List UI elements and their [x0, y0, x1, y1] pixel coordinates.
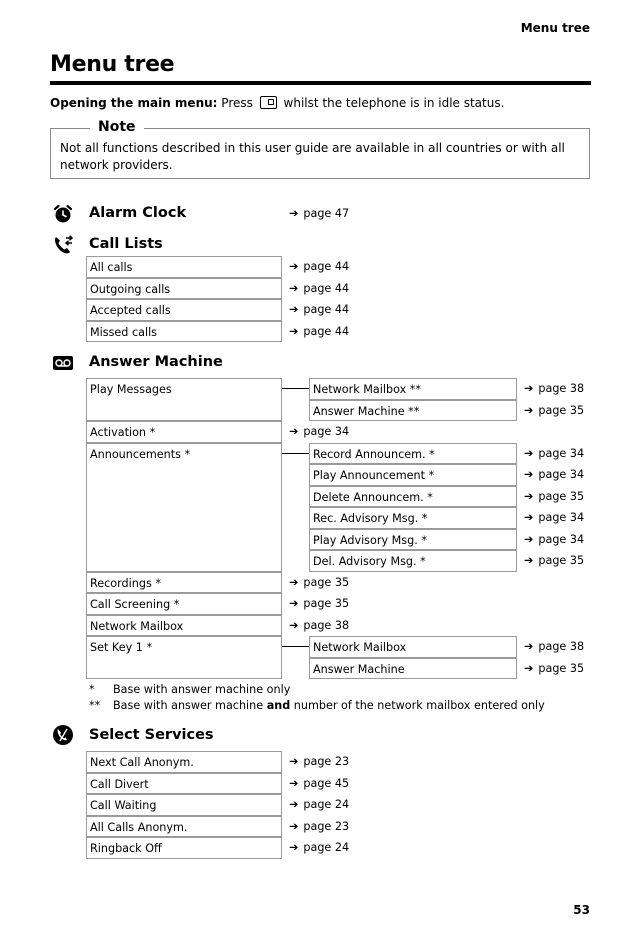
- menu-row: Call Screening *: [86, 593, 282, 615]
- section-call-lists: Call Lists: [89, 236, 163, 252]
- connector-line: [282, 453, 309, 454]
- page-ref-text: page 44: [303, 303, 350, 316]
- select-services-icon: [52, 724, 74, 746]
- page-ref: [289, 303, 349, 316]
- section-answer-machine: Answer Machine: [89, 354, 223, 370]
- page-ref: [524, 382, 584, 395]
- page-ref-text: page 34: [303, 425, 350, 438]
- page-ref-text: page 34: [538, 446, 585, 460]
- connector-line: [282, 388, 309, 389]
- title-rule: [50, 81, 591, 85]
- intro-line: [50, 96, 504, 110]
- page-ref: [524, 404, 584, 417]
- footnote-mark: *: [89, 683, 95, 696]
- footnote-mark: **: [89, 699, 101, 712]
- section-select-services: Select Services: [89, 727, 214, 743]
- arrow-icon: ➔: [524, 403, 534, 417]
- page-ref: [289, 755, 349, 768]
- page-ref-text: page 44: [303, 260, 350, 273]
- arrow-icon: ➔: [289, 755, 299, 768]
- arrow-icon: ➔: [524, 382, 534, 395]
- page-ref-text: page 24: [303, 798, 350, 811]
- arrow-icon: ➔: [289, 303, 299, 316]
- intro-bold: Opening the main menu:: [50, 96, 218, 110]
- footnote-text-end: number of the network mailbox entered only: [290, 699, 545, 712]
- arrow-icon: ➔: [524, 661, 534, 675]
- section-alarm-clock: Alarm Clock: [89, 205, 187, 221]
- call-lists-icon: [52, 234, 74, 256]
- page-ref-text: page 38: [538, 640, 585, 653]
- page-ref: [524, 662, 584, 675]
- page-ref: [289, 777, 349, 790]
- arrow-icon: ➔: [289, 618, 299, 632]
- arrow-icon: ➔: [289, 841, 299, 854]
- arrow-icon: ➔: [289, 425, 299, 438]
- page-ref-text: page 23: [303, 755, 350, 768]
- footnote-text: Base with answer machine: [113, 699, 267, 712]
- page-ref-text: page 38: [303, 618, 350, 632]
- page-ref: [524, 640, 584, 653]
- arrow-icon: ➔: [524, 446, 534, 460]
- page-ref: page 47: [303, 207, 350, 220]
- menu-row: Activation *: [86, 421, 282, 443]
- page-ref: [289, 325, 349, 338]
- submenu-row: Play Announcement *: [309, 464, 517, 486]
- menu-key-icon: [260, 96, 277, 109]
- page-ref: [524, 447, 584, 460]
- intro-after-key: whilst the telephone is in idle status.: [283, 96, 505, 110]
- submenu-row: Rec. Advisory Msg. *: [309, 507, 517, 529]
- submenu-row: Record Announcem. *: [309, 443, 517, 465]
- page-ref: [289, 597, 349, 610]
- submenu-row: Delete Announcem. *: [309, 486, 517, 508]
- menu-row: Outgoing calls: [86, 278, 282, 300]
- arrow-icon: ➔: [524, 468, 534, 481]
- submenu-row: Play Advisory Msg. *: [309, 529, 517, 551]
- note-text: Not all functions described in this user guide are available in all countries or with all network providers.: [60, 141, 565, 172]
- menu-row: Play Messages: [86, 378, 282, 421]
- arrow-icon: ➔: [289, 597, 299, 610]
- menu-row: Call Divert: [86, 773, 282, 795]
- page-ref-text: page 38: [538, 382, 585, 395]
- arrow-icon: ➔: [289, 281, 299, 295]
- menu-row: Set Key 1 *: [86, 636, 282, 679]
- page-ref: [289, 576, 349, 589]
- page-ref-text: page 34: [538, 468, 585, 481]
- page-ref: [289, 260, 349, 273]
- arrow-icon: ➔: [289, 798, 299, 811]
- menu-row: Announcements *: [86, 443, 282, 572]
- arrow-icon: ➔: [289, 207, 299, 220]
- arrow-icon: ➔: [524, 554, 534, 567]
- footnote-text: Base with answer machine only: [113, 683, 291, 696]
- page-ref-text: page 45: [303, 776, 350, 790]
- note-title: Note: [90, 119, 144, 135]
- page-title: Menu tree: [50, 52, 175, 77]
- page-ref: [524, 468, 584, 481]
- page-ref-text: page 24: [303, 841, 350, 854]
- page-ref-text: page 44: [303, 281, 350, 295]
- page-ref-text: page 44: [303, 324, 350, 338]
- running-header: Menu tree: [520, 21, 590, 35]
- page-ref-text: page 34: [538, 532, 585, 546]
- arrow-icon: ➔: [289, 776, 299, 790]
- menu-row: Call Waiting: [86, 794, 282, 816]
- page-ref: [289, 619, 349, 632]
- submenu-row: Network Mailbox **: [309, 378, 517, 400]
- submenu-row: Network Mailbox: [309, 636, 517, 658]
- menu-row: All calls: [86, 256, 282, 278]
- arrow-icon: ➔: [289, 819, 299, 833]
- answer-machine-icon: [52, 352, 74, 374]
- menu-row: Network Mailbox: [86, 615, 282, 637]
- page-ref: [289, 820, 349, 833]
- page-ref-text: page 35: [538, 489, 585, 503]
- arrow-icon: ➔: [289, 575, 299, 589]
- footnote-2: [89, 699, 545, 712]
- page-ref: [524, 490, 584, 503]
- submenu-row: Answer Machine: [309, 658, 517, 680]
- footnote-bold: and: [266, 699, 291, 712]
- arrow-icon: ➔: [524, 532, 534, 546]
- menu-row: Next Call Anonym.: [86, 751, 282, 773]
- page-ref: [289, 282, 349, 295]
- page-ref: [289, 798, 349, 811]
- page-ref: [289, 425, 349, 438]
- alarm-ref: [289, 207, 349, 220]
- arrow-icon: ➔: [289, 324, 299, 338]
- alarm-clock-icon: [52, 203, 74, 225]
- page-ref: [524, 511, 584, 524]
- page-ref-text: page 35: [538, 403, 585, 417]
- menu-row: Missed calls: [86, 321, 282, 343]
- arrow-icon: ➔: [289, 260, 299, 273]
- page-ref: [524, 533, 584, 546]
- menu-row: Accepted calls: [86, 299, 282, 321]
- connector-line: [282, 646, 309, 647]
- footnote-1: [89, 683, 290, 696]
- intro-before-key: Press: [221, 96, 253, 110]
- page-ref-text: page 34: [538, 511, 585, 524]
- menu-row: All Calls Anonym.: [86, 816, 282, 838]
- page-ref: [524, 554, 584, 567]
- page-ref-text: page 35: [303, 575, 350, 589]
- page-number: 53: [573, 903, 590, 917]
- menu-row: Ringback Off: [86, 837, 282, 859]
- submenu-row: Del. Advisory Msg. *: [309, 550, 517, 572]
- arrow-icon: ➔: [524, 489, 534, 503]
- submenu-row: Answer Machine **: [309, 400, 517, 422]
- menu-row: Recordings *: [86, 572, 282, 594]
- page-ref-text: page 23: [303, 819, 350, 833]
- page-ref-text: page 35: [538, 554, 585, 567]
- page-ref-text: page 35: [538, 661, 585, 675]
- page-ref: [289, 841, 349, 854]
- arrow-icon: ➔: [524, 640, 534, 653]
- page-ref-text: page 35: [303, 597, 350, 610]
- arrow-icon: ➔: [524, 511, 534, 524]
